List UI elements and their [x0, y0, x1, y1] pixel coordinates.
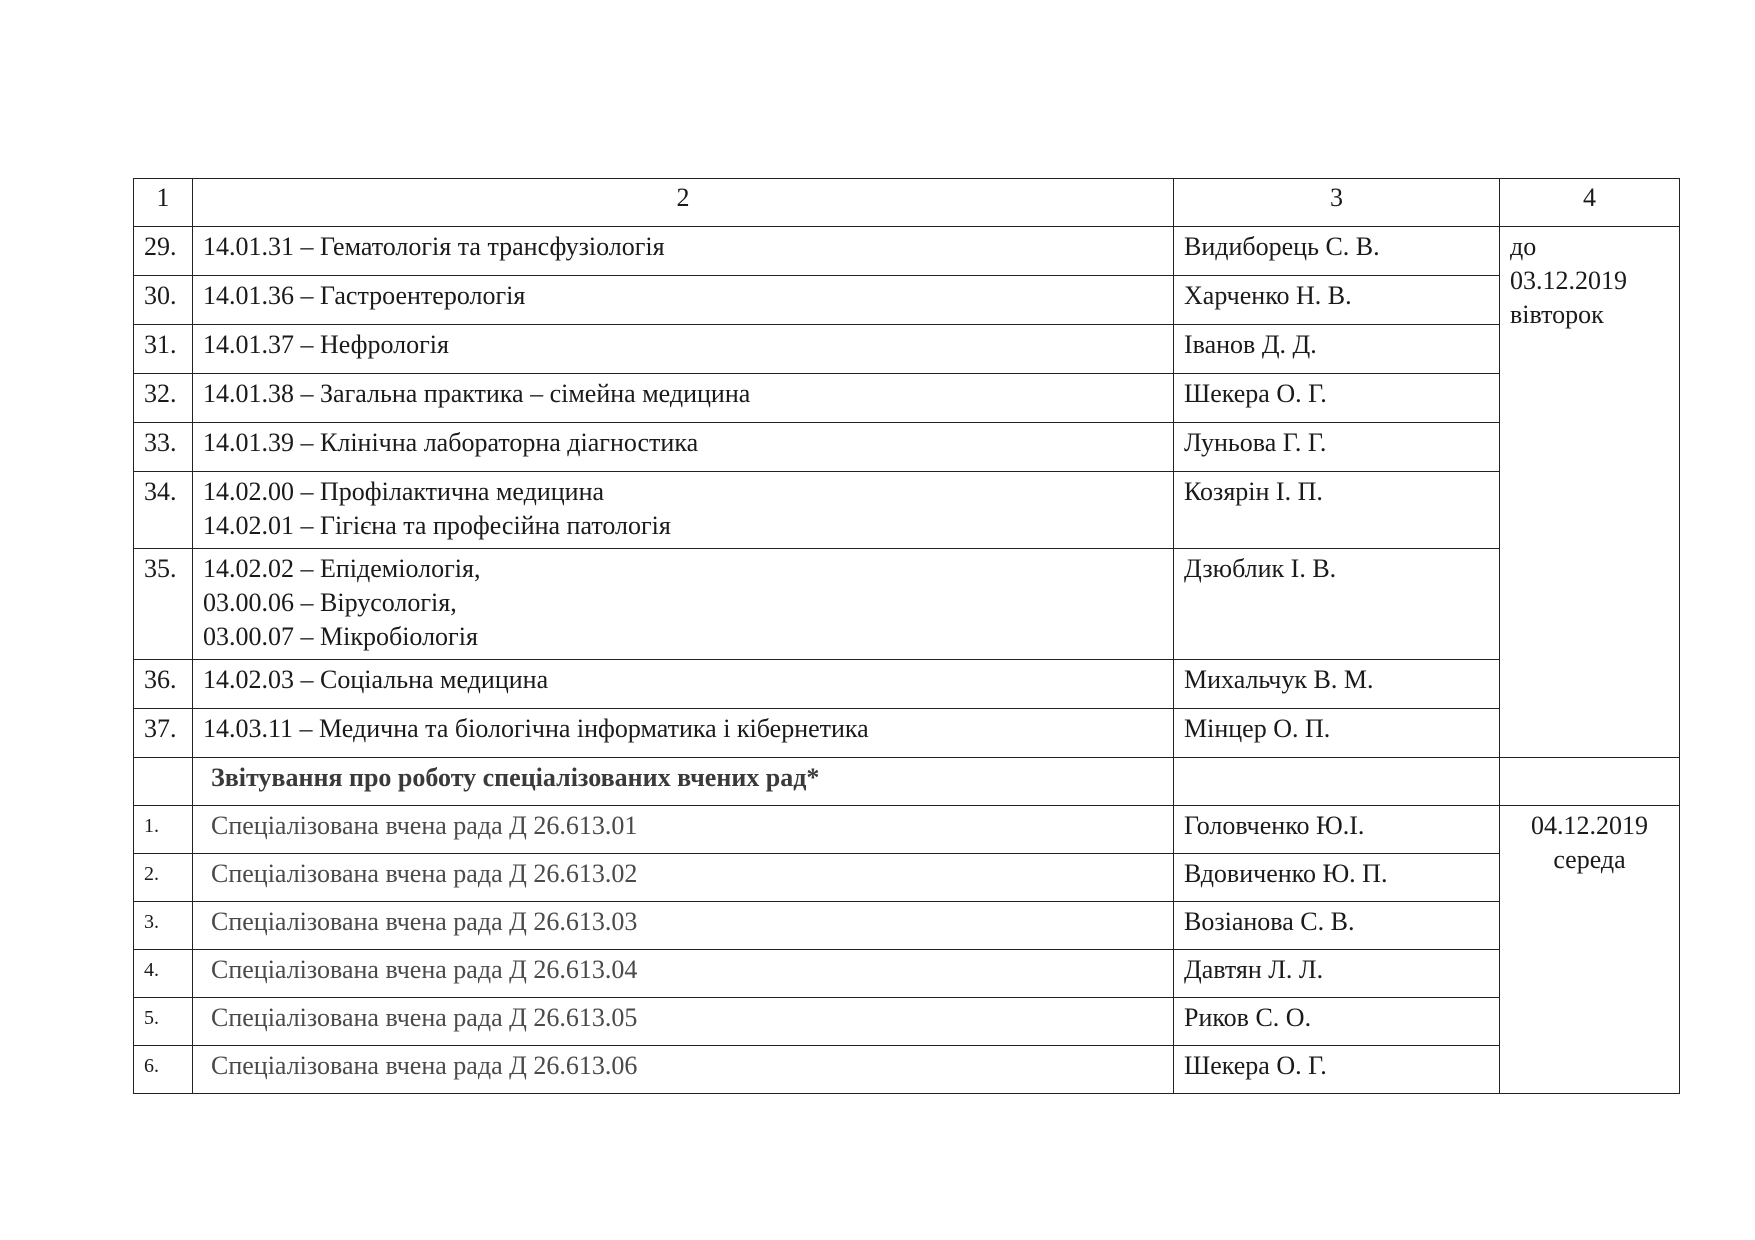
table-row	[134, 1046, 1680, 1094]
row-number: 31.	[134, 325, 193, 374]
person-cell: Возіанова С. В.	[1174, 902, 1500, 950]
person-cell: Вдовиченко Ю. П.	[1174, 854, 1500, 902]
schedule-table	[133, 178, 1680, 1094]
table-row	[134, 472, 1680, 549]
row-number: 1.	[134, 806, 193, 854]
row-number: 32.	[134, 374, 193, 423]
table-row	[134, 549, 1680, 660]
empty-cell	[1174, 758, 1500, 806]
council-name: Спеціалізована вчена рада Д 26.613.06	[211, 1051, 638, 1080]
column-header: 4	[1500, 179, 1680, 227]
council-name: Спеціалізована вчена рада Д 26.613.01	[211, 811, 638, 840]
specialty-cell	[193, 423, 1174, 472]
specialty-line: 14.01.36 – Гастроентерологія	[203, 281, 526, 310]
empty-cell	[134, 758, 193, 806]
council-cell	[193, 902, 1174, 950]
section-heading-row	[134, 758, 1680, 806]
specialty-line: 14.03.11 – Медична та біологічна інформатика і кібернетика	[203, 714, 869, 743]
table-row	[134, 902, 1680, 950]
row-number: 6.	[134, 1046, 193, 1094]
person-cell: Риков С. О.	[1174, 998, 1500, 1046]
row-number: 34.	[134, 472, 193, 549]
person-cell: Іванов Д. Д.	[1174, 325, 1500, 374]
specialty-line: 14.02.01 – Гігієна та професійна патологія	[203, 511, 671, 540]
specialty-cell	[193, 660, 1174, 709]
specialty-cell	[193, 472, 1174, 549]
table-row	[134, 374, 1680, 423]
table-row	[134, 660, 1680, 709]
council-name: Спеціалізована вчена рада Д 26.613.04	[211, 955, 638, 984]
row-number: 37.	[134, 709, 193, 758]
section-heading: Звітування про роботу спеціалізованих вчених рад*	[211, 763, 820, 792]
person-cell: Харченко Н. В.	[1174, 276, 1500, 325]
date-cell	[1500, 806, 1680, 1094]
council-cell	[193, 950, 1174, 998]
table-row	[134, 227, 1680, 276]
table-row	[134, 998, 1680, 1046]
council-cell	[193, 854, 1174, 902]
person-cell: Видиборець С. В.	[1174, 227, 1500, 276]
council-name: Спеціалізована вчена рада Д 26.613.05	[211, 1003, 638, 1032]
table-row	[134, 709, 1680, 758]
council-name: Спеціалізована вчена рада Д 26.613.03	[211, 907, 638, 936]
empty-cell	[1500, 758, 1680, 806]
specialty-line: 14.01.31 – Гематологія та трансфузіологія	[203, 232, 665, 261]
person-cell: Давтян Л. Л.	[1174, 950, 1500, 998]
row-number: 5.	[134, 998, 193, 1046]
person-cell: Михальчук В. М.	[1174, 660, 1500, 709]
column-header: 2	[193, 179, 1174, 227]
specialty-cell	[193, 227, 1174, 276]
row-number: 33.	[134, 423, 193, 472]
person-cell: Шекера О. Г.	[1174, 374, 1500, 423]
specialty-cell	[193, 709, 1174, 758]
section-heading-cell	[193, 758, 1174, 806]
council-cell	[193, 806, 1174, 854]
specialty-line: 14.01.37 – Нефрологія	[203, 330, 449, 359]
row-number: 2.	[134, 854, 193, 902]
person-cell: Шекера О. Г.	[1174, 1046, 1500, 1094]
person-cell: Мінцер О. П.	[1174, 709, 1500, 758]
council-cell	[193, 1046, 1174, 1094]
weekday: середа	[1553, 845, 1626, 874]
specialty-line: 14.02.00 – Профілактична медицина	[203, 477, 605, 506]
specialty-line: 03.00.06 – Вірусологія,	[203, 588, 457, 617]
person-cell: Козярін І. П.	[1174, 472, 1500, 549]
table-row	[134, 325, 1680, 374]
weekday: вівторок	[1510, 300, 1604, 329]
specialty-line: 14.02.02 – Епідеміологія,	[203, 554, 481, 583]
person-cell: Головченко Ю.І.	[1174, 806, 1500, 854]
specialty-line: 14.02.03 – Соціальна медицина	[203, 665, 549, 694]
council-name: Спеціалізована вчена рада Д 26.613.02	[211, 859, 638, 888]
specialty-cell	[193, 325, 1174, 374]
date-value: 04.12.2019	[1531, 811, 1648, 840]
date-value: 03.12.2019	[1510, 266, 1627, 295]
table-row	[134, 806, 1680, 854]
row-number: 35.	[134, 549, 193, 660]
table-row	[134, 423, 1680, 472]
table-row	[134, 854, 1680, 902]
row-number: 29.	[134, 227, 193, 276]
specialty-line: 14.01.38 – Загальна практика – сімейна медицина	[203, 379, 751, 408]
person-cell: Луньова Г. Г.	[1174, 423, 1500, 472]
date-prefix: до	[1510, 232, 1537, 261]
council-cell	[193, 998, 1174, 1046]
specialty-line: 03.00.07 – Мікробіологія	[203, 622, 478, 651]
specialty-cell	[193, 549, 1174, 660]
specialty-cell	[193, 276, 1174, 325]
person-cell: Дзюблик І. В.	[1174, 549, 1500, 660]
column-header: 1	[134, 179, 193, 227]
table-row	[134, 950, 1680, 998]
table-header-row	[134, 179, 1680, 227]
specialty-line: 14.01.39 – Клінічна лабораторна діагностика	[203, 428, 699, 457]
row-number: 36.	[134, 660, 193, 709]
row-number: 4.	[134, 950, 193, 998]
date-cell	[1500, 227, 1680, 758]
specialty-cell	[193, 374, 1174, 423]
row-number: 3.	[134, 902, 193, 950]
column-header: 3	[1174, 179, 1500, 227]
table-row	[134, 276, 1680, 325]
row-number: 30.	[134, 276, 193, 325]
